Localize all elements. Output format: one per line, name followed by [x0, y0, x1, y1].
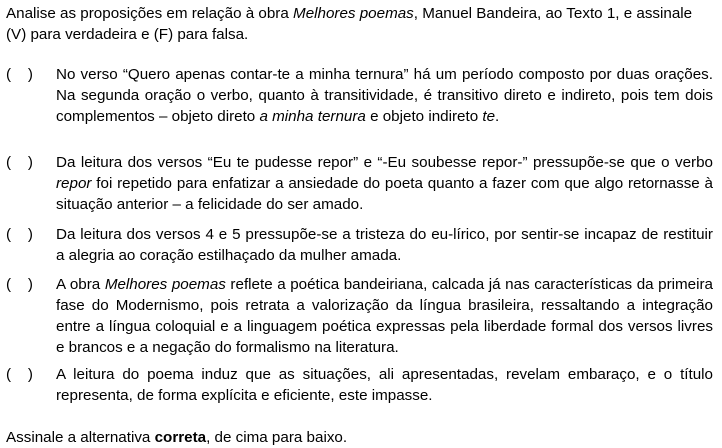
proposition-1-seg-2: e objeto indireto — [365, 108, 483, 125]
intro-text-end: , Manuel Bandeira, ao Texto 1, e assinale (V) para verdadeira e (F) para falsa. — [6, 5, 693, 43]
question-intro — [6, 3, 716, 45]
proposition-1-emphasis-2: te — [482, 108, 496, 125]
proposition-2-emphasis-1: repor — [56, 175, 92, 192]
proposition-3-text — [56, 224, 713, 266]
answer-blank-3[interactable]: ( ) — [6, 226, 33, 243]
proposition-2-text — [56, 152, 713, 215]
proposition-1-seg-1: No verso “Quero apenas contar-te a minha ternura” há um período composto por duas orações. Na segunda oração o verbo, quanto à transitividade, é transitivo direto e indireto, pois tem dois complementos – objeto direto — [56, 66, 713, 125]
work-title: Melhores poemas — [293, 5, 414, 22]
proposition-1-text — [56, 64, 713, 127]
proposition-3-seg-1: Da leitura dos versos 4 e 5 pressupõe-se a tristeza do eu-lírico, por sentir-se incapaz de restituir a alegria ao coração estilhaçado da mulher amada. — [56, 226, 713, 264]
proposition-4-emphasis-1: Melhores poemas — [104, 276, 226, 293]
answer-blank-4[interactable]: ( ) — [6, 276, 33, 293]
proposition-1-seg-3: . — [495, 108, 500, 125]
proposition-2-seg-2: foi repetido para enfatizar a ansiedade do poeta quanto a fazer com que algo retornasse à situação anterior – a felicidade do ser amado. — [56, 175, 713, 213]
proposition-4-seg-1: A obra — [56, 276, 105, 293]
proposition-4-seg-2: reflete a poética bandeiriana, calcada já nas características da primeira fase do Modernismo, pois retrata a valorização da língua brasileira, ressaltando a integração entre a língua coloquial e a linguagem poética expressas pela liberdade formal dos versos livres e brancos e a negação do formalismo na literatura. — [56, 276, 713, 356]
answer-blank-2[interactable]: ( ) — [6, 154, 33, 171]
intro-text-start: Analise as proposições em relação à obra — [6, 5, 294, 22]
instruction-emphasis: correta — [154, 429, 207, 446]
answer-blank-1[interactable]: ( ) — [6, 66, 33, 83]
proposition-5-seg-1: A leitura do poema induz que as situações, ali apresentadas, revelam embaraço, e o título representa, de forma explícita e eficiente, este impasse. — [56, 366, 713, 404]
instruction-text-start: Assinale a alternativa — [6, 429, 155, 446]
proposition-4-text — [56, 274, 713, 358]
answer-blank-5[interactable]: ( ) — [6, 366, 33, 383]
instruction-text-end: , de cima para baixo. — [206, 429, 348, 446]
proposition-2-seg-1: Da leitura dos versos “Eu te pudesse repor” e “-Eu soubesse repor-” pressupõe-se que o verbo — [56, 154, 713, 171]
proposition-5-text — [56, 364, 713, 406]
proposition-1-emphasis-1: a minha ternura — [259, 108, 366, 125]
question-instruction — [6, 427, 347, 448]
